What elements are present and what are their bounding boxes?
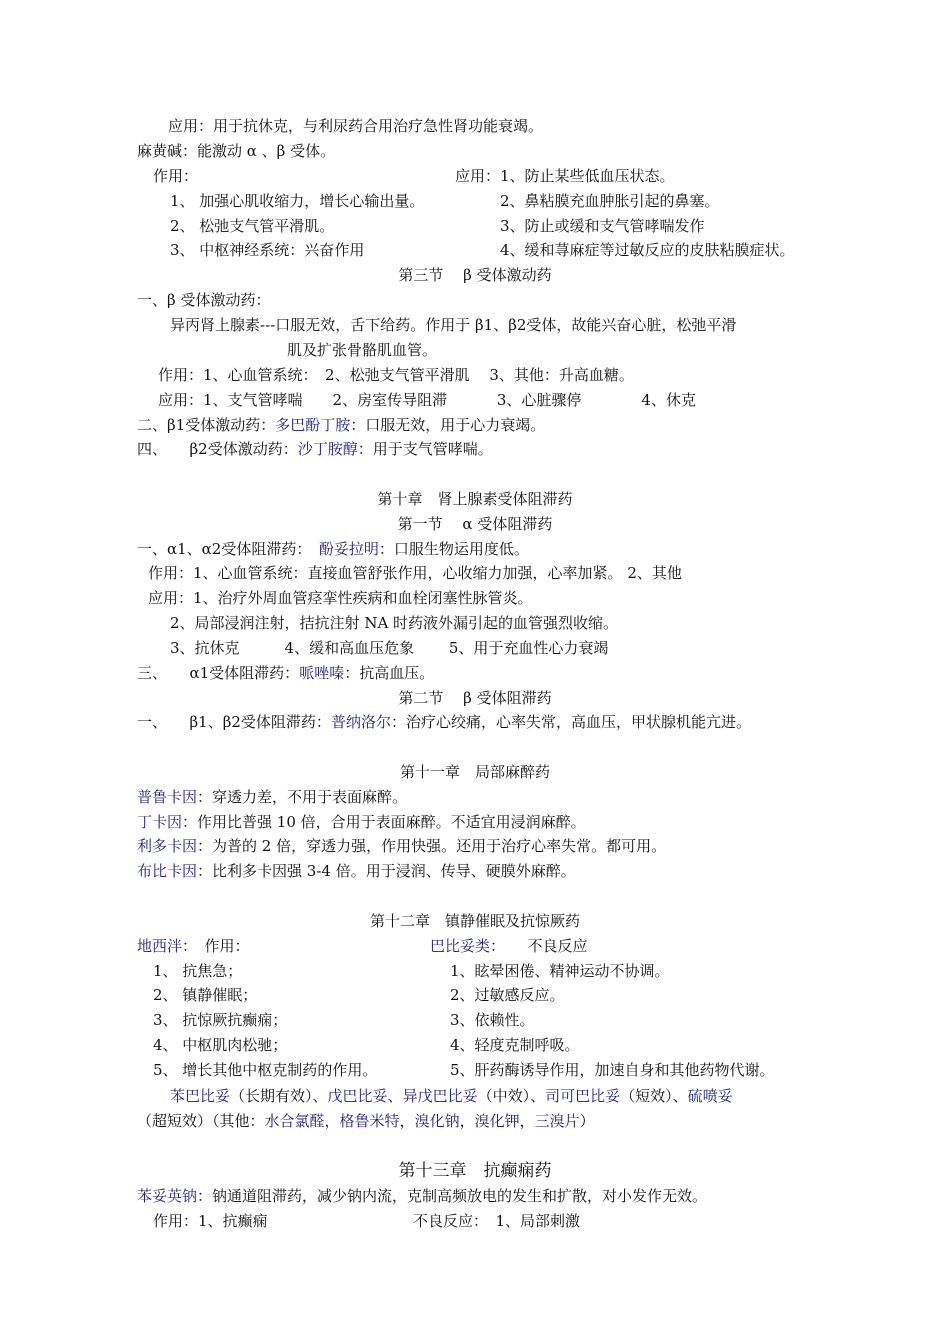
section-heading: 第十二章 镇静催眠及抗惊厥药 <box>369 912 580 930</box>
text-line: 麻黄碱：能激动 α 、β 受体。 <box>137 142 336 160</box>
drug-name: 溴化钾 <box>474 1112 520 1130</box>
drug-name: 三溴片 <box>534 1112 580 1130</box>
drug-name: 溴化钠 <box>414 1112 460 1130</box>
drug-name: 巴比妥类 <box>430 937 491 955</box>
text-line: 应用：1、支气管哮喘 2、房室传导阻滞 3、心脏骤停 4、休克 <box>158 391 696 409</box>
text-line: 三、 α1受体阻滞药：哌唑嗪：抗高血压。 <box>137 664 435 682</box>
drug-name: 利多卡因 <box>137 837 198 855</box>
text-line: 作用：1、心血管系统： 2、松弛支气管平滑肌 3、其他：升高血糖。 <box>158 366 634 384</box>
barbiturate-list-line1: 苯巴比妥（长期有效）、戊巴比妥、异戊巴比妥（中效）、司可巴比妥（短效）、硫喷妥 <box>170 1087 733 1105</box>
text-line: 4、轻度克制呼吸。 <box>450 1036 580 1054</box>
text-line: 2、 松弛支气管平滑肌。 <box>170 217 335 235</box>
chapter-13-title: 第十三章 抗癫痫药 <box>398 1161 552 1181</box>
text-line: 一、 β1、β2受体阻滞药：普纳洛尔：治疗心绞痛，心率失常，高血压，甲状腺机能亢进。 <box>137 713 751 731</box>
text-line: 一、β 受体激动药： <box>137 291 271 309</box>
text-line: 应用：1、防止某些低血压状态。 <box>455 167 675 185</box>
drug-name: 戊巴比妥 <box>327 1087 388 1105</box>
text-line: 一、α1、α2受体阻滞药： 酚妥拉明：口服生物运用度低。 <box>137 540 529 558</box>
text-line: 4、 中枢肌肉松驰； <box>153 1036 288 1054</box>
text-line: 肌及扩张骨骼肌血管。 <box>287 341 438 359</box>
drug-name: 多巴酚丁胺 <box>275 416 351 434</box>
drug-name: 硫喷妥 <box>687 1087 733 1105</box>
text-line: 二、β1受体激动药：多巴酚丁胺：口服无效，用于心力衰竭。 <box>137 416 546 434</box>
text-line: 应用：1、治疗外周血管痉挛性疾病和血栓闭塞性脉管炎。 <box>148 589 533 607</box>
text-line: 1、 加强心肌收缩力，增长心输出量。 <box>170 192 425 210</box>
text-line: 3、 中枢神经系统：兴奋作用 <box>170 241 365 259</box>
text-line: 作用： <box>153 167 199 185</box>
text-line: 利多卡因：为普的 2 倍，穿透力强，作用快强。还用于治疗心率失常。都可用。 <box>137 837 667 855</box>
text-line: 丁卡因：作用比普强 10 倍，合用于表面麻醉。不适宜用浸润麻醉。 <box>137 813 586 831</box>
text-line: 5、肝药酶诱导作用，加速自身和其他药物代谢。 <box>450 1061 775 1079</box>
drug-name: 司可巴比妥 <box>545 1087 621 1105</box>
text-line: 2、 镇静催眠； <box>153 986 258 1004</box>
drug-name: 苯妥英钠 <box>137 1187 198 1205</box>
section-heading: 第一节 α 受体阻滞药 <box>397 515 553 533</box>
text-line: 异丙肾上腺素---口服无效，舌下给药。作用于 β1、β2受体，故能兴奋心脏，松弛平滑 <box>170 316 737 334</box>
text-line: 巴比妥类： 不良反应 <box>430 937 588 955</box>
text-line: 2、局部浸润注射，拮抗注射 NA 时药液外漏引起的血管强烈收缩。 <box>170 614 619 632</box>
drug-name: 布比卡因 <box>137 862 198 880</box>
phenytoin-line: 苯妥英钠：钠通道阻滞药，减少钠内流，克制高频放电的发生和扩散，对小发作无效。 <box>137 1187 708 1205</box>
section-heading: 第十章 肾上腺素受体阻滞药 <box>377 490 573 508</box>
text-line: 作用：1、心血管系统：直接血管舒张作用，心收缩力加强，心率加紧。 2、其他 <box>148 564 682 582</box>
text-line: 四、 β2受体激动药：沙丁胺醇：用于支气管哮喘。 <box>137 440 493 458</box>
text-line: 3、 抗惊厥抗癫痫； <box>153 1011 288 1029</box>
drug-name: 异戊巴比妥 <box>402 1087 478 1105</box>
drug-name: 酚妥拉明 <box>318 540 379 558</box>
drug-name: 苯巴比妥 <box>170 1087 231 1105</box>
section-heading: 第十一章 局部麻醉药 <box>399 763 550 781</box>
text-line: 2、鼻粘膜充血肿胀引起的鼻塞。 <box>500 192 720 210</box>
drug-name: 丁卡因 <box>137 813 183 831</box>
section-heading: 第三节 β 受体激动药 <box>398 266 552 284</box>
text-line: 1、眩晕困倦、精神运动不协调。 <box>450 962 670 980</box>
drug-name: 普纳洛尔 <box>330 713 391 731</box>
text-line: 布比卡因：比利多卡因强 3-4 倍。用于浸润、传导、硬膜外麻醉。 <box>137 862 576 880</box>
drug-name: 地西泮 <box>137 937 183 955</box>
section-heading: 第二节 β 受体阻滞药 <box>398 689 552 707</box>
text-line: 5、 增长其他中枢克制药的作用。 <box>153 1061 378 1079</box>
drug-name: 水合氯醛 <box>264 1112 325 1130</box>
drug-name: 沙丁胺醇 <box>297 440 358 458</box>
drug-name: 哌唑嗪 <box>299 664 345 682</box>
text-line: 3、防止或缓和支气管哮喘发作 <box>500 217 705 235</box>
text-line: 3、依赖性。 <box>450 1011 535 1029</box>
text-line: 1、 抗焦急； <box>153 962 243 980</box>
text-line: 应用：用于抗休克，与利尿药合用治疗急性肾功能衰竭。 <box>168 117 544 135</box>
text-line: 3、抗休克 4、缓和高血压危象 5、用于充血性心力衰竭 <box>170 639 609 657</box>
barbiturate-list-line2: （超短效）（其他：水合氯醛，格鲁米特，溴化钠，溴化钾，三溴片） <box>137 1112 595 1130</box>
text-line: 普鲁卡因：穿透力差，不用于表面麻醉。 <box>137 788 408 806</box>
phenytoin-adverse: 不良反应： 1、局部刺激 <box>413 1212 581 1230</box>
text-line: 地西泮： 作用： <box>137 937 250 955</box>
phenytoin-action: 作用：1、抗癫痫 <box>153 1212 268 1230</box>
text-line: 4、缓和荨麻症等过敏反应的皮肤粘膜症状。 <box>500 241 795 259</box>
text-line: 2、过敏感反应。 <box>450 986 565 1004</box>
drug-name: 格鲁米特 <box>339 1112 400 1130</box>
drug-name: 普鲁卡因 <box>137 788 198 806</box>
